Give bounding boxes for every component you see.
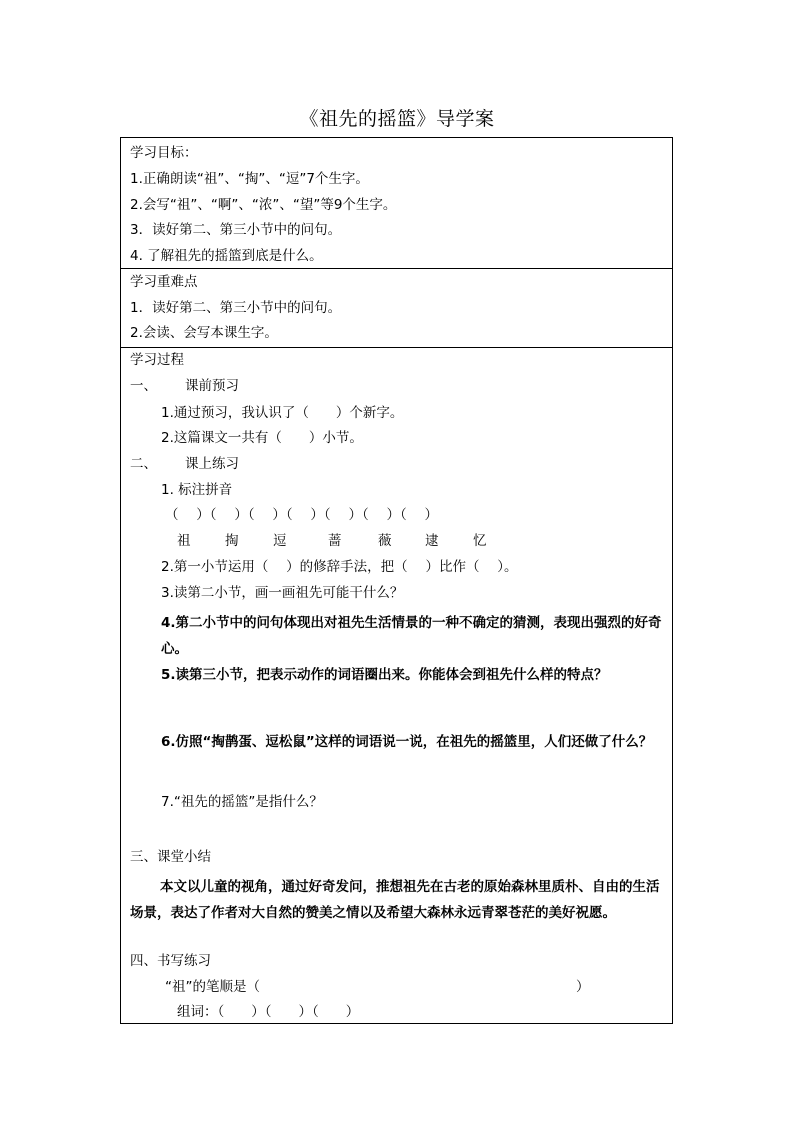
stroke-order-prompt: “祖”的笔顺是（ <box>165 979 260 995</box>
process-heading: 学习过程 <box>130 352 184 368</box>
part1-title: 课前预习 <box>185 378 239 394</box>
character-item: 薇 <box>378 533 392 549</box>
part2-question-2: 2.第一小节运用（ ）的修辞手法，把（ ）比作（ ）。 <box>161 559 518 575</box>
page-title: 《祖先的摇篮》导学案 <box>299 108 495 130</box>
stroke-order-close: ） <box>576 979 590 995</box>
goal-item-3: 3．读好第二、第三小节中的问句。 <box>130 222 342 238</box>
part1-question-2: 2.这篇课文一共有（ ）小节。 <box>161 430 363 446</box>
part1-number: 一、 <box>130 378 157 394</box>
goal-item-4: 4. 了解祖先的摇篮到底是什么。 <box>130 248 323 264</box>
part2-question-7: 7.“祖先的摇篮”是指什么？ <box>161 794 323 810</box>
key-points-heading: 学习重难点 <box>130 274 198 290</box>
key-point-item-2: 2.会读、会写本课生字。 <box>130 325 278 341</box>
part4-heading: 四、书写练习 <box>130 953 211 969</box>
part2-question-5: 5.读第三小节，把表示动作的词语圈出来。你能体会到祖先什么样的特点？ <box>161 667 608 683</box>
character-item: 掏 <box>225 533 239 549</box>
goals-section <box>121 138 672 269</box>
key-point-item-1: 1．读好第二、第三小节中的问句。 <box>130 300 342 316</box>
part3-heading: 三、课堂小结 <box>130 849 211 865</box>
part2-question-4: 4.第二小节中的问句体现出对祖先生活情景的一种不确定的猜测，表现出强烈的好奇心。 <box>161 615 662 657</box>
character-list <box>121 532 672 550</box>
summary-paragraph: 本文以儿童的视角，通过好奇发问，推想祖先在古老的原始森林里质朴、自由的生活场景，表达了作者对大自然的赞美之情以及希望大森林永远青翠苍茫的美好祝愿。 <box>130 879 660 921</box>
part1-question-1: 1.通过预习，我认识了（ ）个新字。 <box>161 405 404 421</box>
character-item: 祖 <box>177 533 191 549</box>
goal-item-2: 2.会写“祖”、“啊”、“浓”、“望”等9个生字。 <box>130 197 397 213</box>
part2-question-6: 6.仿照“掏鹊蛋、逗松鼠”这样的词语说一说，在祖先的摇篮里，人们还做了什么？ <box>161 734 653 750</box>
pinyin-blanks: （ ）（ ）（ ）（ ）（ ）（ ）（ ） <box>165 507 439 523</box>
process-section <box>121 348 672 1023</box>
part2-title: 课上练习 <box>185 456 239 472</box>
word-practice: 组词：（ ）（ ）（ ） <box>177 1004 360 1020</box>
part2-number: 二、 <box>130 456 157 472</box>
goals-heading: 学习目标： <box>130 145 198 161</box>
character-item: 忆 <box>473 533 487 549</box>
character-item: 逗 <box>273 533 287 549</box>
worksheet-table <box>120 137 673 1024</box>
part2-question-1: 1. 标注拼音 <box>161 482 233 498</box>
key-points-section <box>121 269 672 348</box>
part2-question-3: 3.读第二小节，画一画祖先可能干什么？ <box>161 585 404 601</box>
character-item: 逮 <box>425 533 439 549</box>
character-item: 蔷 <box>328 533 342 549</box>
goal-item-1: 1.正确朗读“祖”、“掏”、“逗”7个生字。 <box>130 171 369 187</box>
